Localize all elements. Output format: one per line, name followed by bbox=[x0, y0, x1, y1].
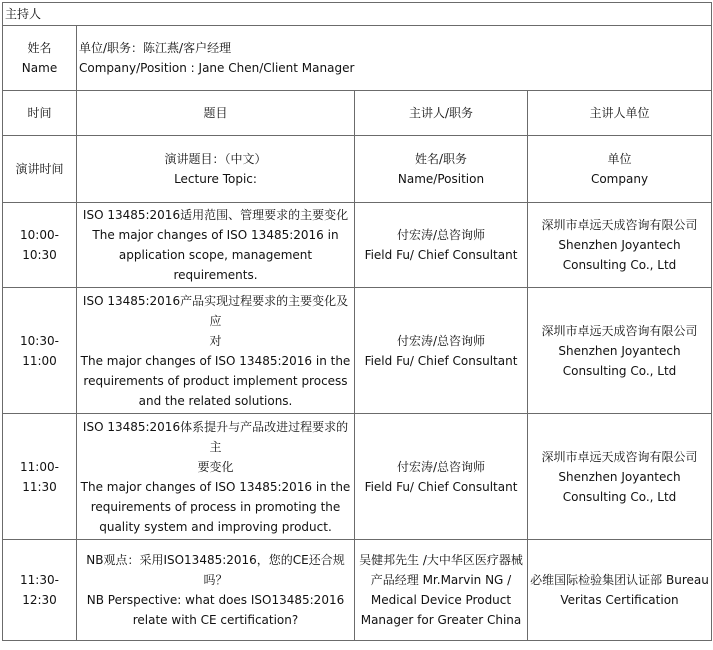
host-label-en: Name bbox=[21, 61, 58, 75]
header-speaker: 主讲人/职务 bbox=[355, 91, 528, 136]
session-row bbox=[3, 414, 712, 540]
session-row bbox=[3, 540, 712, 641]
header-company: 主讲人单位 bbox=[528, 91, 712, 136]
session-speaker bbox=[355, 203, 528, 288]
host-label-cell bbox=[3, 26, 77, 91]
session-topic-line: NB观点：采用ISO13485:2016，您的CE还合规吗？ bbox=[86, 553, 345, 587]
session-company-line: Shenzhen Joyantech bbox=[558, 469, 681, 484]
session-speaker bbox=[355, 288, 528, 414]
host-value-cell bbox=[77, 26, 712, 91]
session-company-line: Shenzhen Joyantech bbox=[558, 343, 681, 358]
session-company-line: Consulting Co., Ltd bbox=[562, 363, 677, 378]
session-company-line: Veritas Certification bbox=[560, 593, 679, 607]
subheader-topic bbox=[77, 136, 355, 203]
session-company-line: 深圳市卓远天成咨询有限公司 bbox=[541, 323, 698, 338]
subheader-company bbox=[528, 136, 712, 203]
session-speaker-line: 付宏涛/总咨询师 bbox=[396, 333, 486, 348]
session-row bbox=[3, 288, 712, 414]
column-header-row bbox=[3, 91, 712, 136]
session-company-line: Shenzhen Joyantech bbox=[558, 238, 681, 252]
session-topic bbox=[77, 414, 355, 540]
session-speaker-line: Medical Device Product bbox=[370, 593, 512, 607]
session-row bbox=[3, 203, 712, 288]
session-company-line: 深圳市卓远天成咨询有限公司 bbox=[541, 449, 698, 464]
host-section-title: 主持人 bbox=[3, 3, 712, 26]
session-speaker-line: Field Fu/ Chief Consultant bbox=[364, 248, 518, 262]
session-speaker-line: 吴健邦先生 /大中华区医疗器械 bbox=[359, 553, 523, 567]
session-topic-line: NB Perspective: what does ISO13485:2016 bbox=[86, 593, 345, 607]
session-company-line: Consulting Co., Ltd bbox=[562, 489, 677, 504]
host-value-en: Company/Position : Jane Chen/Client Manager bbox=[79, 61, 355, 75]
session-company bbox=[528, 203, 712, 288]
session-speaker-line: 付宏涛/总咨询师 bbox=[396, 459, 486, 474]
column-subheader-row bbox=[3, 136, 712, 203]
host-label-cn: 姓名 bbox=[27, 41, 52, 55]
session-time: 11:00-11:30 bbox=[3, 414, 77, 540]
session-speaker-line: Field Fu/ Chief Consultant bbox=[364, 353, 518, 368]
session-topic bbox=[77, 540, 355, 641]
session-topic-line: ISO 13485:2016适用范围、管理要求的主要变化 bbox=[82, 208, 349, 222]
host-value-cn: 单位/职务：陈江燕/客户经理 bbox=[79, 41, 232, 55]
session-topic-line: quality system and improving product. bbox=[99, 519, 332, 534]
session-topic-line: ISO 13485:2016产品实现过程要求的主要变化及应 bbox=[82, 293, 349, 328]
session-company bbox=[528, 288, 712, 414]
subheader-speaker-cn: 姓名/职务 bbox=[414, 152, 468, 166]
subheader-company-en: Company bbox=[590, 172, 649, 186]
session-speaker-line: Field Fu/ Chief Consultant bbox=[364, 479, 518, 494]
session-topic bbox=[77, 203, 355, 288]
session-topic-line: requirements of product implement process bbox=[83, 373, 348, 388]
session-company bbox=[528, 414, 712, 540]
session-company bbox=[528, 540, 712, 641]
session-company-line: 必维国际检验集团认证部 Bureau bbox=[530, 573, 709, 587]
session-topic-line: 要变化 bbox=[197, 459, 234, 474]
agenda-table bbox=[2, 2, 712, 641]
session-topic-line: relate with CE certification? bbox=[132, 613, 299, 627]
session-company-line: 深圳市卓远天成咨询有限公司 bbox=[541, 218, 698, 232]
subheader-speaker bbox=[355, 136, 528, 203]
session-speaker-line: Manager for Greater China bbox=[360, 613, 522, 627]
session-speaker-line: 付宏涛/总咨询师 bbox=[396, 228, 486, 242]
header-topic: 题目 bbox=[77, 91, 355, 136]
host-section-row bbox=[3, 3, 712, 26]
subheader-company-cn: 单位 bbox=[607, 152, 632, 166]
session-time: 10:00-10:30 bbox=[3, 203, 77, 288]
session-topic-line: and the related solutions. bbox=[138, 393, 293, 408]
header-time: 时间 bbox=[3, 91, 77, 136]
session-topic-line: requirements of process in promoting the bbox=[90, 499, 341, 514]
session-time: 11:30-12:30 bbox=[3, 540, 77, 641]
session-topic-line: The major changes of ISO 13485:2016 in the bbox=[80, 479, 351, 494]
subheader-topic-cn: 演讲题目：（中文） bbox=[164, 152, 267, 166]
subheader-time: 演讲时间 bbox=[3, 136, 77, 203]
session-speaker bbox=[355, 540, 528, 641]
session-speaker-line: 产品经理 Mr.Marvin NG / bbox=[370, 573, 512, 587]
session-topic-line: ISO 13485:2016体系提升与产品改进过程要求的主 bbox=[82, 419, 349, 454]
session-topic-line: The major changes of ISO 13485:2016 in the bbox=[80, 353, 351, 368]
host-info-row bbox=[3, 26, 712, 91]
session-topic bbox=[77, 288, 355, 414]
session-time: 10:30-11:00 bbox=[3, 288, 77, 414]
session-topic-line: 对 bbox=[209, 333, 222, 348]
session-company-line: Consulting Co., Ltd bbox=[562, 258, 677, 272]
session-speaker bbox=[355, 414, 528, 540]
subheader-topic-en: Lecture Topic: bbox=[174, 172, 257, 186]
session-topic-line: The major changes of ISO 13485:2016 in bbox=[92, 228, 339, 242]
session-topic-line: application scope, management requirements. bbox=[118, 248, 313, 282]
subheader-speaker-en: Name/Position bbox=[397, 172, 485, 186]
